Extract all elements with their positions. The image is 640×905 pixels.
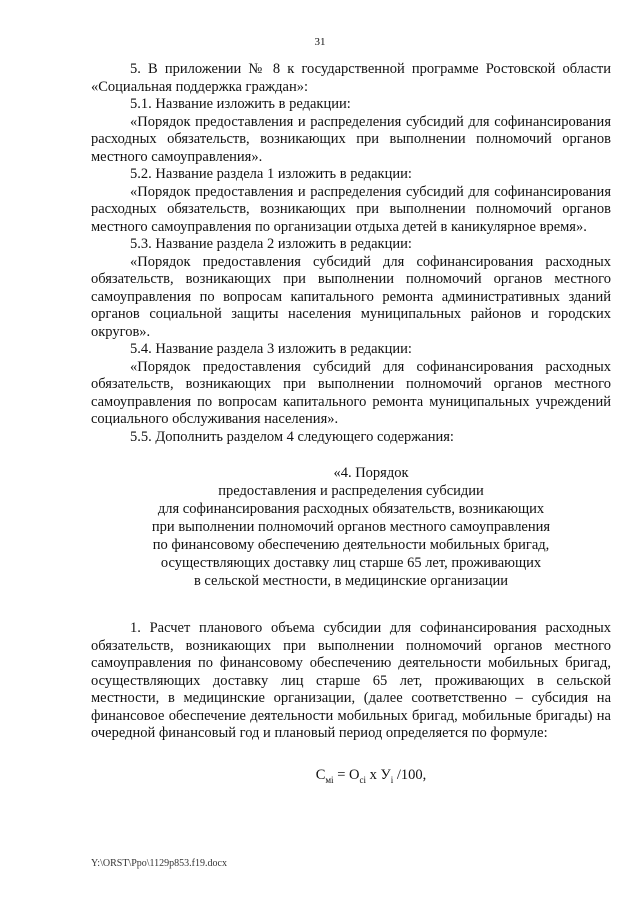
formula-term2: У	[380, 766, 391, 783]
heading-line: в сельской местности, в медицинские организации	[193, 573, 509, 589]
paragraph: 5.5. Дополнить разделом 4 следующего содержания:	[130, 428, 454, 445]
formula-term2-subscript: i	[390, 774, 394, 785]
heading-line: осуществляющих доставку лиц старше 65 лет, проживающих	[160, 555, 542, 571]
paragraph: 5.2. Название раздела 1 изложить в редакции:	[130, 166, 412, 182]
formula-term1-subscript: ci	[359, 774, 366, 785]
subsidy-formula	[91, 767, 611, 789]
heading-line: по финансовому обеспечению деятельности мобильных бригад,	[152, 537, 550, 553]
formula-tail: /100,	[393, 766, 427, 783]
paragraph: «Порядок предоставления субсидий для софинансирования расходных обязательств, возникающих при выполнении полномочий органов местного самоуправления по вопросам капитального ремонта муниципальных учреждений социального обслуживания населения».	[91, 358, 611, 427]
paragraph: «Порядок предоставления субсидий для софинансирования расходных обязательств, возникающих при выполнении полномочий органов местного самоуправления по вопросам капитального ремонта административных зданий органов социальной защиты населения муниципальных районов и городских округов».	[91, 253, 611, 340]
heading-line: предоставления и распределения субсидии	[218, 483, 484, 499]
formula-lhs-subscript: мi	[325, 774, 334, 785]
paragraph: «Порядок предоставления и распределения субсидий для софинансирования расходных обязательств, возникающих при выполнении полномочий органов местного самоуправления по организации отдыха детей в каникулярное время».	[91, 183, 611, 235]
amendment-paragraphs	[91, 61, 611, 446]
footer-file-path: Y:\ORST\Ppo\1129p853.f19.docx	[91, 858, 227, 869]
document-body	[91, 61, 611, 789]
section-4-heading	[91, 464, 611, 590]
formula-term1: О	[349, 766, 360, 783]
heading-line: «4. Порядок	[333, 465, 409, 481]
formula-lhs: С	[315, 766, 326, 783]
paragraph: 5.3. Название раздела 2 изложить в редакции:	[130, 236, 412, 252]
heading-line: при выполнении полномочий органов местного самоуправления	[151, 519, 551, 535]
paragraph: «Порядок предоставления и распределения субсидий для софинансирования расходных обязательств, возникающих при выполнении полномочий органов местного самоуправления».	[91, 113, 611, 165]
heading-line: для софинансирования расходных обязательств, возникающих	[157, 501, 545, 517]
formula-times: x	[365, 766, 381, 783]
page-number: 31	[314, 36, 326, 48]
paragraph: 5. В приложении № 8 к государственной программе Ростовской области «Социальная поддержка граждан»:	[91, 61, 611, 95]
paragraph: 5.4. Название раздела 3 изложить в редакции:	[130, 341, 412, 357]
calculation-paragraph: 1. Расчет планового объема субсидии для софинансирования расходных обязательств, возникающих при выполнении полномочий органов местного самоуправления по финансовому обеспечению деятельности мобильных бригад, осуществляющих доставку лиц старше 65 лет, проживающих в сельской местности, в медицинские организации, (далее соответственно – субсидия на финансовое обеспечение деятельности мобильных бригад, мобильные бригады) на очередной финансовый год и плановый период определяется по формуле:	[91, 620, 611, 741]
paragraph: 5.1. Название изложить в редакции:	[130, 96, 351, 112]
formula-equals: =	[333, 766, 349, 783]
